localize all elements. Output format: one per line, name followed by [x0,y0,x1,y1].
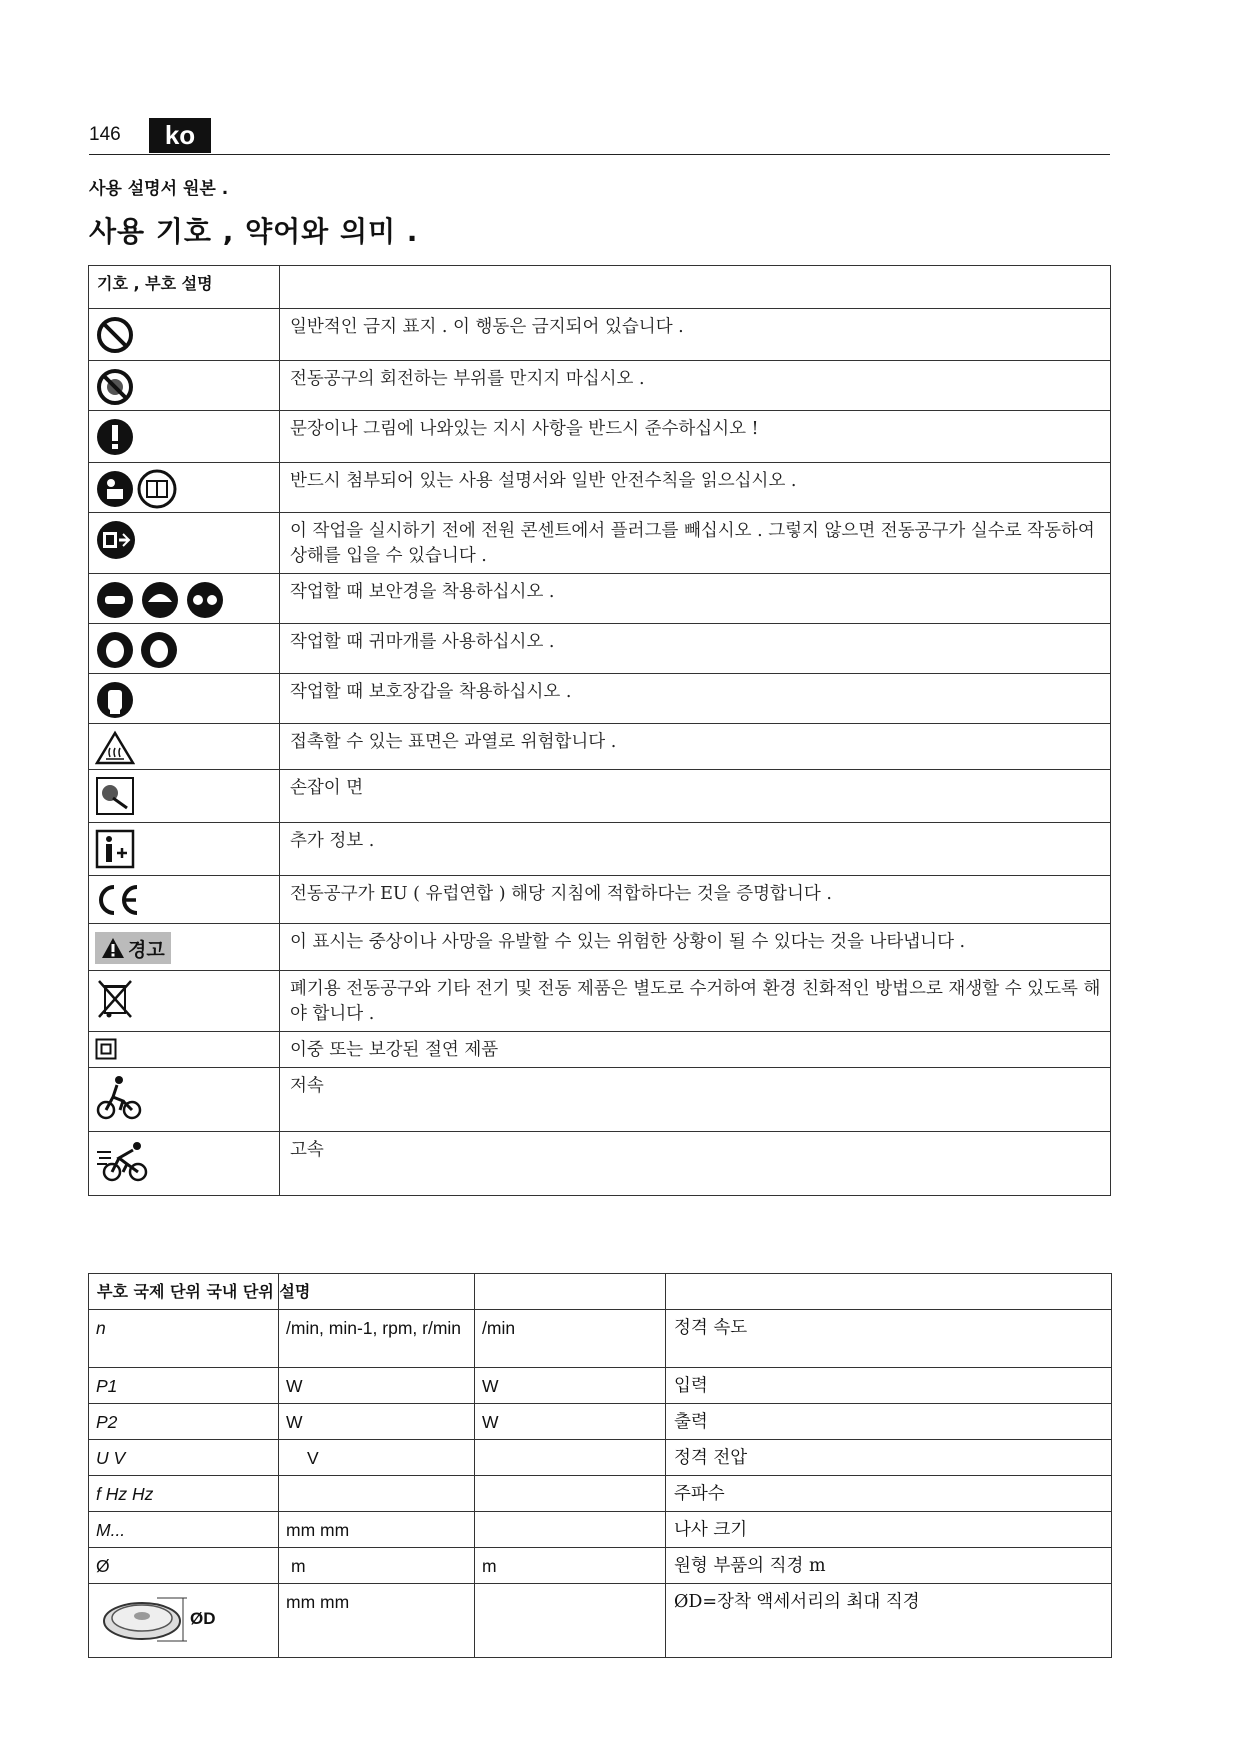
table-row: 손잡이 면 [89,770,1111,823]
table-row: 폐기용 전동공구와 기타 전기 및 전동 제품은 별도로 수거하여 환경 친화적인 방법으로 재생할 수 있도록 해야 합니다 . [89,971,1111,1032]
page-header [89,118,1110,155]
ear-protection-icon [95,630,179,670]
diameter-symbol-label: ØD [190,1609,216,1628]
table-row: 이 작업을 실시하기 전에 전원 콘센트에서 플러그를 빼십시오 . 그렇지 않으면 전동공구가 실수로 작동하여 상해를 입을 수 있습니다 . [89,513,1111,574]
table-row: 이중 또는 보강된 절연 제품 [89,1032,1111,1068]
no-touch-rotating-icon [95,367,135,407]
table-row: 접촉할 수 있는 표면은 과열로 위험합니다 . [89,724,1111,770]
eye-protection-icon [95,580,225,620]
table-row: 작업할 때 귀마개를 사용하십시오 . [89,624,1111,674]
section-title: 사용 기호 , 약어와 의미 . [89,215,419,248]
warning-badge-label: 경고 [128,938,165,961]
table-row: 전동공구의 회전하는 부위를 만지지 마십시오 . [89,361,1111,411]
high-speed-cyclist-icon [95,1138,155,1184]
table-row: Ø m m 원형 부품의 직경 m [89,1548,1112,1584]
hot-surface-icon [95,730,135,766]
symbols-table [88,265,1111,1196]
mandatory-exclamation-icon [95,417,135,457]
table-row: P1 W W 입력 [89,1368,1112,1404]
table-row: 작업할 때 보안경을 착용하십시오 . [89,574,1111,624]
double-insulation-icon [95,1038,117,1060]
info-icon [95,829,135,869]
table-row: n /min, min-1, rpm, r/min /min 정격 속도 [89,1310,1112,1368]
unplug-icon [95,519,137,561]
page-number: 146 [89,124,121,145]
units-table-header: 부호 국제 단위 국내 단위 설명 [97,1282,311,1301]
table-row: 경고 이 표시는 중상이나 사망을 유발할 수 있는 위험한 상황이 될 수 있다는 것을 나타냅니다 . [89,924,1111,971]
warning-badge-icon [95,932,171,964]
table-row: P2 W W 출력 [89,1404,1112,1440]
symbols-table-header: 기호 , 부호 설명 [97,274,213,293]
units-table-header-row [89,1274,1112,1310]
gloves-icon [95,680,135,720]
table-row: U V V 정격 전압 [89,1440,1112,1476]
table-row: M... mm mm 나사 크기 [89,1512,1112,1548]
document-label: 사용 설명서 원본 . [89,179,229,199]
table-row: 작업할 때 보호장갑을 착용하십시오 . [89,674,1111,724]
table-row: 문장이나 그림에 나와있는 지시 사항을 반드시 준수하십시오 ! [89,411,1111,463]
grip-surface-icon [95,776,135,816]
table-row: ØD mm mm ØD=장착 액세서리의 최대 직경 [89,1584,1112,1658]
units-table [88,1273,1112,1658]
ce-mark-icon [95,882,141,918]
table-row: 반드시 첨부되어 있는 사용 설명서와 일반 안전수칙을 읽으십시오 . [89,463,1111,513]
table-row: 고속 [89,1132,1111,1196]
table-row: 전동공구가 EU ( 유럽연합 ) 해당 지침에 적합하다는 것을 증명합니다 . [89,876,1111,924]
language-badge: ko [149,118,211,153]
table-row: 추가 정보 . [89,823,1111,876]
read-manual-icon [95,469,179,509]
slow-speed-cyclist-icon [95,1074,143,1122]
general-prohibition-icon [95,315,135,355]
table-row: f Hz Hz 주파수 [89,1476,1112,1512]
weee-bin-icon [95,977,135,1021]
symbols-table-header-row [89,266,1111,309]
table-row: 저속 [89,1068,1111,1132]
table-row: 일반적인 금지 표지 . 이 행동은 금지되어 있습니다 . [89,309,1111,361]
